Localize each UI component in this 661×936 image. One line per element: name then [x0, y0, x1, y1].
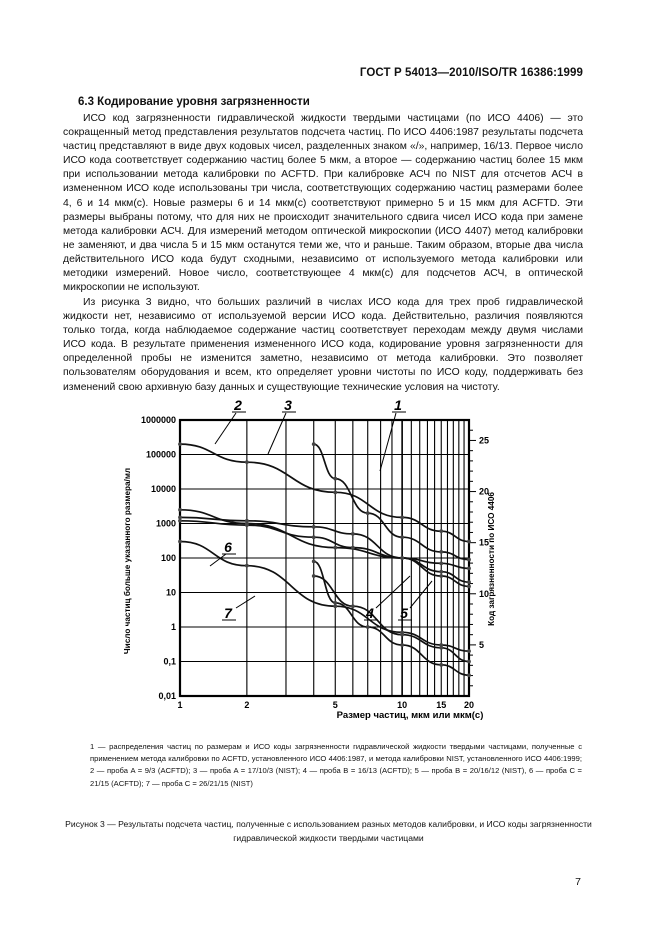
series-point — [467, 558, 471, 562]
standard-header: ГОСТ Р 54013—2010/ISO/TR 16386:1999 — [359, 67, 583, 79]
right-tick-label: 5 — [479, 639, 485, 650]
callout-label: 1 — [394, 397, 402, 413]
y-tick-label: 1 — [170, 622, 176, 632]
x-tick-label: 10 — [397, 700, 408, 710]
series-point — [178, 519, 182, 523]
paragraph-1 — [63, 112, 583, 295]
series-line — [314, 576, 469, 662]
series-point — [467, 649, 471, 653]
series-point — [439, 570, 443, 574]
series-point — [467, 580, 471, 584]
callout-label: 6 — [224, 539, 232, 555]
x-tick-label: 15 — [436, 700, 447, 710]
series-point — [439, 529, 443, 533]
series-point — [312, 559, 316, 563]
y-tick-label: 0,01 — [158, 691, 176, 701]
right-axis-label: Код загрязненности по ИСО 4406 — [487, 492, 496, 626]
series-point — [312, 525, 316, 529]
series-point — [467, 585, 471, 589]
callout-label: 3 — [284, 397, 292, 413]
series-point — [245, 564, 249, 568]
series-point — [439, 550, 443, 554]
figure-caption: Рисунок 3 — Результаты подсчета частиц, полученные с использованием разных методов калибровки, и ИСО коды загрязненности гидравлической жидкости твердыми частицами — [65, 819, 592, 843]
right-tick-label: 20 — [479, 486, 490, 497]
callout-label: 4 — [366, 605, 374, 621]
right-tick-label: 25 — [479, 435, 490, 446]
section-title: 6.3 Кодирование уровня загрязненности — [78, 96, 310, 108]
series-point — [312, 574, 316, 578]
page-number: 7 — [575, 876, 581, 888]
x-tick-label: 20 — [463, 700, 475, 710]
paragraph-1-text: ИСО код загрязненности гидравлической жидкости твердыми частицами (по ИСО 4406) — это сокращенный метод представления результатов подсчета частиц. По ИСО 4406:1987 результаты подсчета частиц представляют в виде двух кодовых чисел, разделенных знаком «/», например, 16/13. Первое число ИСО кода соответствует содержанию частиц более 5 мкм, а второе — содержанию частиц более 15 мкм при использовании метода калибровки по ACFTD. При калибровке АСЧ по NIST для отсчетов АСЧ в измененном ИСО коде использованы три числа, соответствующих содержанию частиц размерами более 4, 6 и 14 мкм(с). Новые размеры 6 и 14 мкм(с) соответствуют примерно 5 и 15 мкм для ACFTD. Эти размеры выбраны потому, что для них не происходит значительного сдвига чисел ИСО кода при замене метода калибровки АСЧ. Для измерений методом оптической микроскопии (ИСО 4407) метод калибровки не заменяют, и два числа 5 и 15 мкм останутся теми же, что и раньше. Таким образом, вторые два числа действительного ИСО кода будут сходными, независимо от используемого метода калибровки или методики измерений. Новое число, соответствующее 4 мкм(с) для подсчетов АСЧ, в оптической микроскопии не используют. — [63, 113, 583, 294]
y-tick-label: 1000000 — [140, 415, 176, 425]
x-tick-label: 2 — [244, 700, 250, 710]
y-tick-label: 1000 — [155, 518, 176, 529]
series-point — [467, 540, 471, 544]
series-point — [366, 511, 370, 515]
series-point — [245, 460, 249, 464]
series-point — [178, 516, 182, 520]
series-point — [400, 535, 404, 539]
series-point — [333, 601, 337, 605]
series-point — [333, 490, 337, 494]
series-point — [333, 477, 337, 481]
series-point — [333, 546, 337, 550]
series-point — [245, 519, 249, 523]
series-point — [351, 546, 355, 550]
series-point — [400, 633, 404, 637]
series-point — [439, 663, 443, 667]
callout-label: 5 — [400, 605, 408, 621]
chart-grid — [180, 420, 476, 696]
series-point — [400, 643, 404, 647]
y-tick-label: 100000 — [145, 449, 176, 460]
series-point — [467, 566, 471, 570]
x-tick-label: 1 — [177, 700, 183, 710]
series-point — [333, 604, 337, 608]
y-tick-label: 0,1 — [163, 656, 176, 667]
particle-count-chart — [110, 396, 530, 731]
callout-leader — [215, 413, 236, 444]
series-point — [312, 535, 316, 539]
series-point — [351, 604, 355, 608]
series-point — [467, 673, 471, 677]
y-tick-label: 100 — [160, 553, 176, 563]
callout-leader — [236, 596, 255, 608]
series-line — [314, 561, 469, 675]
series-point — [439, 574, 443, 578]
paragraph-2 — [63, 296, 583, 395]
y-tick-label: 10 — [165, 587, 176, 598]
series-point — [366, 625, 370, 629]
series-point — [351, 532, 355, 536]
callout-leader — [410, 581, 432, 608]
series-point — [467, 660, 471, 664]
series-point — [245, 523, 249, 527]
series-point — [400, 556, 404, 560]
y-axis-label: Число частиц больше указанного размера/мл — [123, 467, 132, 655]
series-point — [400, 516, 404, 520]
series-point — [439, 561, 443, 565]
paragraph-2-text: Из рисунка 3 видно, что больших различий в числах ИСО кода для трех проб гидравлической жидкости нет, независимо от используемой версии ИСО кода. Действительно, различия появляются только тогда, когда наблюдаемое содержание частиц соответствует переходам между двумя числами ИСО кода. В результате применения измененного ИСО кода, кодирование уровня загрязненности для определенной пробы не изменится заметно, независимо от метода калибровки. Это позволяет пользователям оборудования и всем, кто определяет уровни чистоты по ИСО коду, поддерживать без изменений свою архивную базу данных и существующие технические условия на чистоту. — [63, 297, 583, 393]
x-axis-label: Размер частиц, мкм или мкм(с) — [336, 710, 484, 721]
series-point — [439, 646, 443, 650]
series-point — [312, 442, 316, 446]
right-tick-label: 15 — [479, 537, 490, 548]
callout-leader — [380, 413, 396, 471]
chart-callouts — [210, 397, 432, 621]
y-tick-label: 10000 — [150, 484, 176, 494]
right-tick-label: 10 — [479, 588, 490, 599]
series-point — [178, 508, 182, 512]
series-point — [178, 540, 182, 544]
series-point — [178, 442, 182, 446]
callout-label: 2 — [234, 397, 242, 413]
figure-3 — [110, 396, 530, 736]
callout-label: 7 — [224, 605, 232, 621]
figure-note: 1 — распределения частиц по размерам и ИСО коды загрязненности гидравлической жидкости твердыми частицами, полученные с применением метода калибровки по ACFTD, установленного ИСО 4406:1987, и метода калибровки NIST, установленного ИСО 4406:1999; 2 — проба A = 9/3 (ACFTD); 3 — проба A = 17/10/3 (NIST); 4 — проба B = 16/13 (ACFTD); 5 — проба B = 20/16/12 (NIST), 6 — проба C = 21/15 (ACFTD); 7 — проба C = 26/21/15 (NIST) — [90, 742, 582, 788]
x-tick-label: 5 — [332, 700, 338, 710]
series-line — [314, 444, 469, 559]
